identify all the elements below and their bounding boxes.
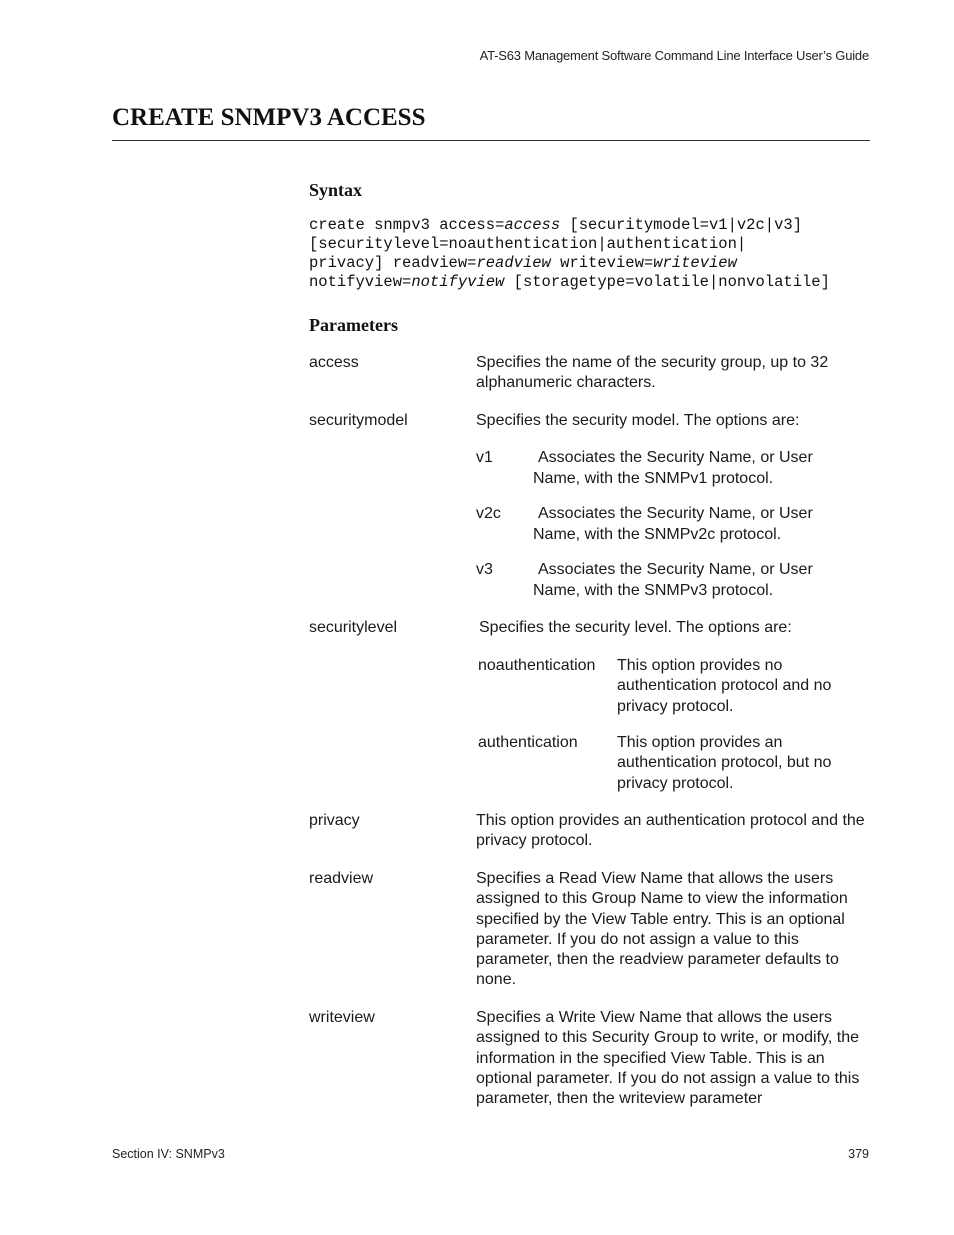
param-name-writeview: writeview <box>309 1009 375 1026</box>
page-title: CREATE SNMPV3 ACCESS <box>112 104 426 131</box>
syntax-placeholder: readview <box>476 254 551 272</box>
syntax-heading: Syntax <box>309 180 363 200</box>
option-name-authentication: authentication <box>478 734 578 751</box>
syntax-text: [securitylevel=noauthentication|authentication| <box>309 235 747 253</box>
param-desc-securitymodel: Specifies the security model. The options are: <box>476 412 800 429</box>
option-name-v2c: v2c <box>476 505 501 522</box>
param-desc-securitylevel: Specifies the security level. The options are: <box>479 619 792 636</box>
option-name-v1: v1 <box>476 449 493 466</box>
param-desc-readview: Specifies a Read View Name that allows the users assigned to this Group Name to view the information specified by the View Table entry. This is an optional parameter. If you do not assign a value to this parameter, then the readview parameter defaults to none. <box>476 870 848 989</box>
option-desc-v2c: Associates the Security Name, or User Name, with the SNMPv2c protocol. <box>533 505 813 543</box>
syntax-text: [storagetype=volatile|nonvolatile] <box>504 273 830 291</box>
param-desc-writeview: Specifies a Write View Name that allows the users assigned to this Security Group to write, or modify, the information in the specified View Table. This is an optional parameter. If you do not assign a value to this parameter, then the writeview parameter <box>476 1009 860 1108</box>
param-name-privacy: privacy <box>309 812 360 829</box>
title-rule <box>112 140 870 141</box>
option-name-v3: v3 <box>476 561 493 578</box>
param-name-securitylevel: securitylevel <box>309 619 398 636</box>
page-number: 379 <box>848 1147 869 1161</box>
syntax-placeholder: writeview <box>653 254 737 272</box>
syntax-block <box>309 216 830 292</box>
param-name-readview: readview <box>309 870 374 887</box>
running-header: AT-S63 Management Software Command Line Interface User’s Guide <box>479 48 869 63</box>
syntax-text: notifyview= <box>309 273 412 291</box>
option-desc-v3: Associates the Security Name, or User Name, with the SNMPv3 protocol. <box>533 561 813 599</box>
syntax-text: privacy] readview= <box>309 254 477 272</box>
syntax-text: [securitymodel=v1|v2c|v3] <box>560 216 802 234</box>
syntax-text: create snmpv3 access= <box>309 216 505 234</box>
param-name-securitymodel: securitymodel <box>309 412 408 429</box>
param-desc-privacy: This option provides an authentication protocol and the privacy protocol. <box>476 812 865 850</box>
syntax-placeholder: access <box>504 216 561 234</box>
footer-section: Section IV: SNMPv3 <box>112 1147 225 1161</box>
param-name-access: access <box>309 354 359 371</box>
parameters-heading: Parameters <box>309 315 398 335</box>
option-desc-noauthentication: This option provides no authentication protocol and no privacy protocol. <box>617 657 832 715</box>
option-desc-v1: Associates the Security Name, or User Name, with the SNMPv1 protocol. <box>533 449 813 487</box>
option-desc-authentication: This option provides an authentication protocol, but no privacy protocol. <box>617 734 832 792</box>
syntax-placeholder: notifyview <box>411 273 505 291</box>
syntax-text: writeview= <box>550 254 654 272</box>
option-name-noauthentication: noauthentication <box>478 657 596 674</box>
param-desc-access: Specifies the name of the security group, up to 32 alphanumeric characters. <box>476 354 829 392</box>
